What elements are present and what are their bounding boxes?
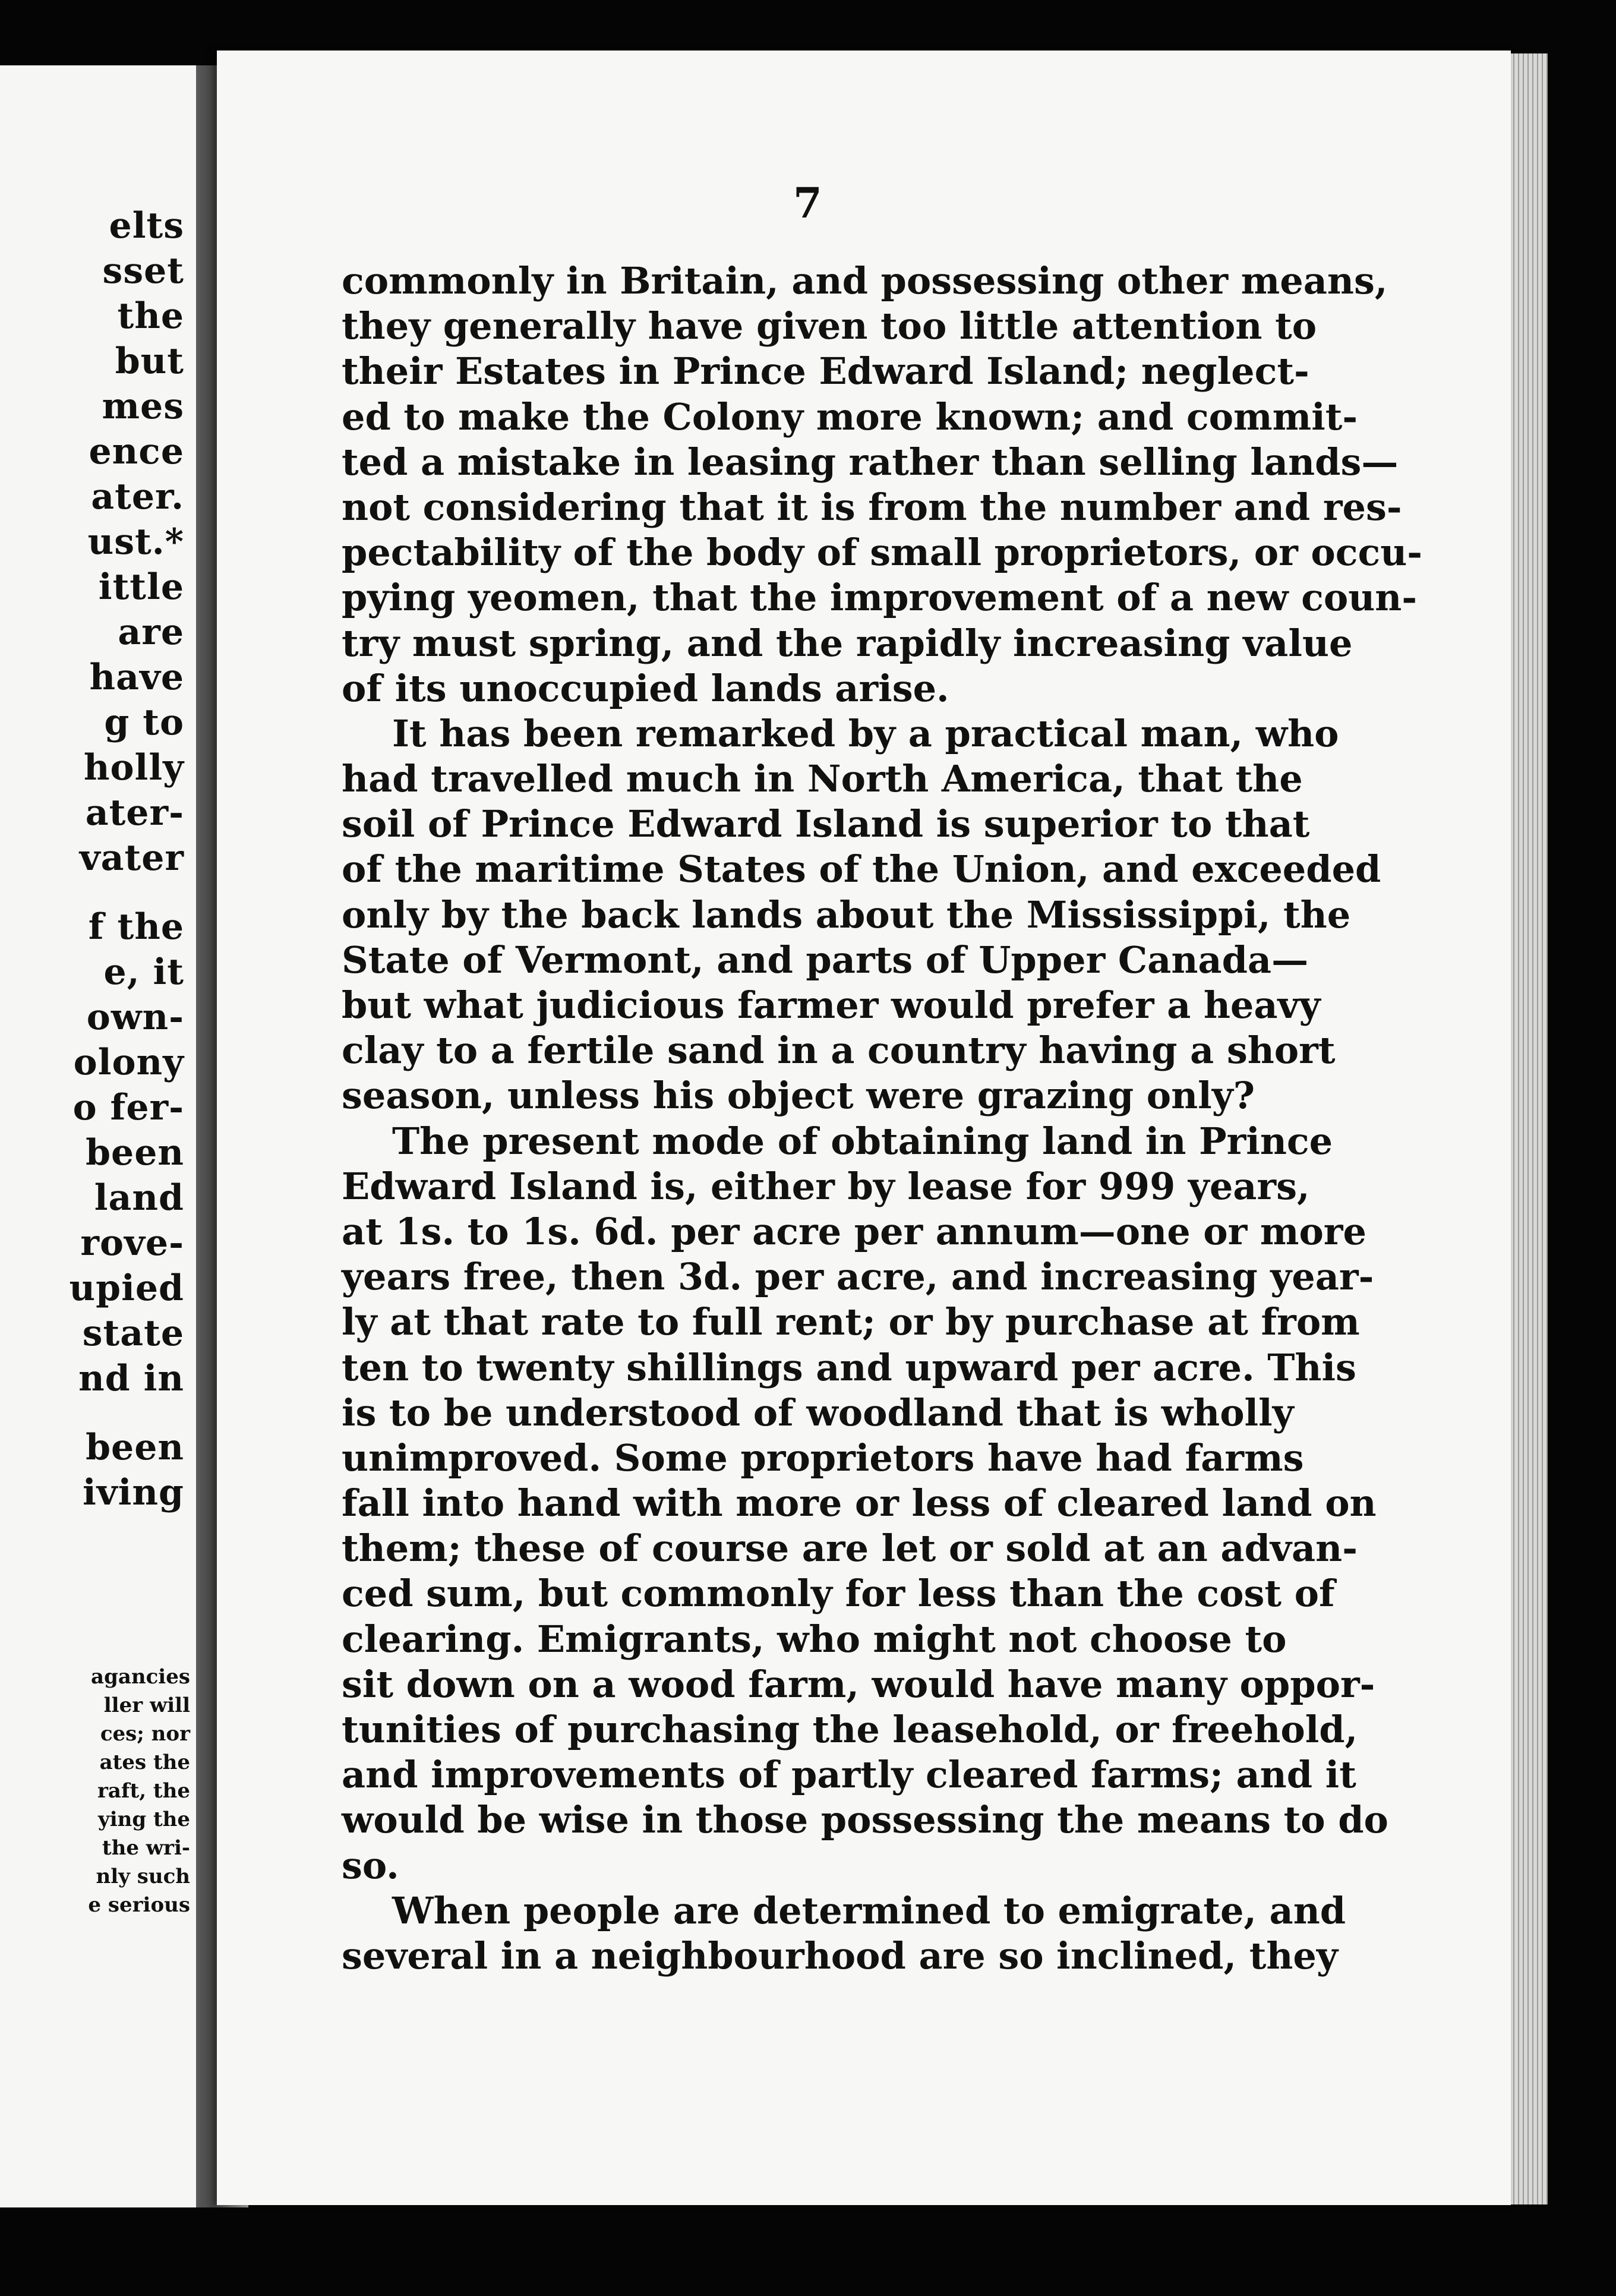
text-line: pectability of the body of small proprietors, or occu- (342, 531, 1423, 575)
left-page-line: f the (88, 906, 184, 948)
left-page-line: ater- (85, 792, 184, 834)
text-line: season, unless his object were grazing only? (342, 1074, 1255, 1118)
text-line: would be wise in those possessing the means to do (342, 1798, 1388, 1842)
text-line: sit down on a wood farm, would have many oppor- (342, 1662, 1375, 1706)
left-page-line: rove- (80, 1222, 184, 1264)
text-line: clearing. Emigrants, who might not choose to (342, 1617, 1287, 1661)
text-line: ten to twenty shillings and upward per acre. This (342, 1345, 1356, 1389)
text-line: several in a neighbourhood are so inclined, they (342, 1934, 1338, 1978)
left-page-line: holly (83, 747, 184, 789)
text-line: pying yeomen, that the improvement of a new coun- (342, 576, 1418, 620)
left-page-footnote-line: e serious (88, 1893, 190, 1917)
left-page-line: elts (109, 205, 184, 247)
left-page-line: ater. (91, 476, 184, 518)
left-page-footnote-line: nly such (96, 1865, 190, 1888)
text-line: unimproved. Some proprietors have had farms (342, 1436, 1304, 1480)
left-page-line: iving (82, 1472, 184, 1513)
left-page-line: ence (89, 431, 184, 472)
text-line: years free, then 3d. per acre, and increasing year- (342, 1255, 1374, 1299)
left-page-line: have (89, 657, 184, 698)
left-page-line: mes (102, 386, 184, 427)
left-page-line: ittle (98, 566, 184, 608)
left-page-line: nd in (78, 1358, 184, 1399)
left-page-footnote-line: ller will (103, 1693, 190, 1717)
left-page-line: olony (73, 1042, 184, 1083)
text-line: try must spring, and the rapidly increasing value (342, 621, 1353, 665)
text-line: It has been remarked by a practical man, who (392, 711, 1339, 755)
text-line: tunities of purchasing the leasehold, or freehold, (342, 1708, 1358, 1751)
text-line: ced sum, but commonly for less than the cost of (342, 1572, 1335, 1616)
left-page-footnote-line: agancies (91, 1665, 190, 1689)
page-number: 7 (793, 178, 822, 228)
left-page-line: o fer- (72, 1087, 184, 1128)
left-page-line: but (115, 340, 184, 382)
left-page-line: e, it (103, 951, 184, 993)
text-line: Edward Island is, either by lease for 999 years, (342, 1164, 1310, 1208)
left-page-line: the (117, 295, 184, 337)
text-line: State of Vermont, and parts of Upper Canada— (342, 938, 1309, 982)
left-page-line: vater (79, 837, 184, 879)
text-line: ed to make the Colony more known; and commit- (342, 395, 1358, 439)
left-page-line: been (86, 1427, 184, 1468)
left-page-line: own- (86, 996, 184, 1038)
left-page-footnote-line: the wri- (102, 1836, 190, 1860)
text-line: commonly in Britain, and possessing other means, (342, 259, 1388, 302)
text-line: and improvements of partly cleared farms; and it (342, 1753, 1356, 1797)
body-text (342, 258, 1423, 1979)
text-line: ly at that rate to full rent; or by purchase at from (342, 1300, 1360, 1344)
left-page-line: ust.* (87, 521, 184, 563)
text-line: fall into hand with more or less of cleared land on (342, 1481, 1377, 1525)
text-line: of its unoccupied lands arise. (342, 666, 949, 710)
left-page-line: g to (104, 702, 184, 743)
left-page-line: upied (69, 1267, 184, 1309)
text-line: them; these of course are let or sold at an advan- (342, 1527, 1358, 1570)
left-page-footnote-line: ces; nor (100, 1722, 190, 1746)
text-line: is to be understood of woodland that is wholly (342, 1390, 1294, 1434)
text-line: of the maritime States of the Union, and exceeded (342, 847, 1381, 891)
text-line: only by the back lands about the Mississippi, the (342, 892, 1351, 936)
text-line: clay to a fertile sand in a country having a short (342, 1029, 1336, 1073)
text-line: When people are determined to emigrate, and (392, 1888, 1346, 1932)
left-page-line: land (94, 1177, 184, 1219)
left-page (0, 65, 196, 2207)
text-line: but what judicious farmer would prefer a heavy (342, 983, 1321, 1027)
text-line: not considering that it is from the number and res- (342, 485, 1402, 529)
text-line: at 1s. to 1s. 6d. per acre per annum—one or more (342, 1209, 1366, 1253)
text-line: ted a mistake in leasing rather than selling lands— (342, 440, 1399, 484)
left-page-footnote-line: ying the (97, 1808, 190, 1831)
text-line: they generally have given too little attention to (342, 304, 1317, 348)
left-page-line: sset (102, 250, 184, 292)
text-line: had travelled much in North America, that the (342, 757, 1303, 801)
left-page-line: been (86, 1132, 184, 1174)
left-page-line: are (118, 611, 184, 653)
left-page-footnote-line: raft, the (97, 1779, 190, 1803)
text-line: their Estates in Prince Edward Island; neglect- (342, 349, 1309, 393)
text-line: The present mode of obtaining land in Prince (392, 1119, 1333, 1163)
left-page-line: state (82, 1313, 184, 1354)
text-line: soil of Prince Edward Island is superior to that (342, 802, 1310, 846)
left-page-footnote-line: ates the (99, 1751, 190, 1774)
text-line: so. (342, 1843, 399, 1887)
